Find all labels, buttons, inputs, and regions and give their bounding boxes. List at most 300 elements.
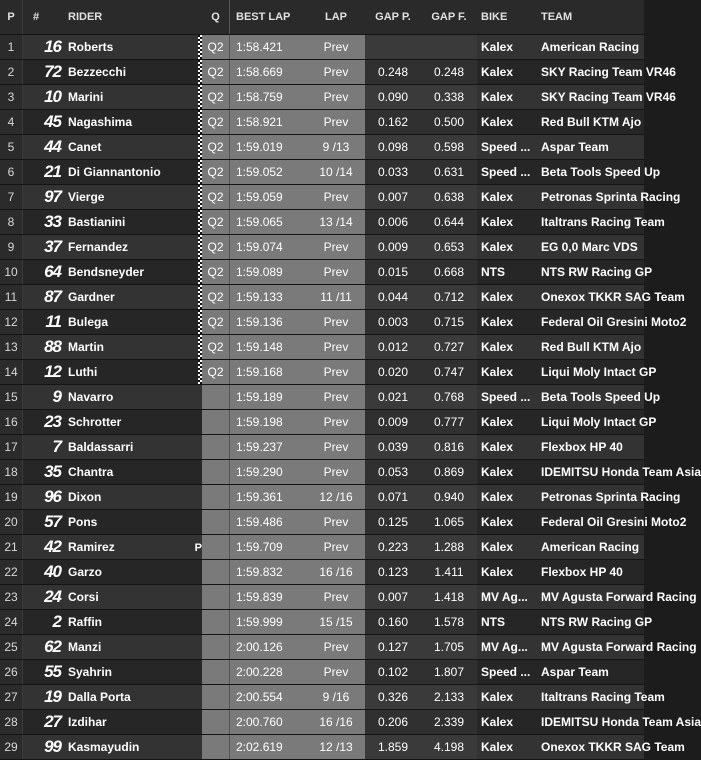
position-cell: 22 xyxy=(0,560,23,585)
header-bike[interactable]: BIKE xyxy=(477,0,536,35)
team-name: Red Bull KTM Ajo xyxy=(536,335,644,360)
team-name: Federal Oil Gresini Moto2 xyxy=(536,310,644,335)
bike-name: Kalex xyxy=(477,35,536,60)
best-lap-time: 1:59.361 xyxy=(230,485,308,510)
flag-cell xyxy=(194,635,202,660)
qualifying-group: Q2 xyxy=(202,335,230,360)
lap-count: Prev xyxy=(307,310,365,335)
table-row[interactable] xyxy=(0,485,644,510)
rider-number: 97 xyxy=(23,185,66,210)
bike-name: NTS xyxy=(477,610,536,635)
flag-cell xyxy=(194,660,202,685)
qualifying-group xyxy=(202,510,230,535)
best-lap-time: 2:00.760 xyxy=(230,710,308,735)
checkered-flag-icon xyxy=(198,60,202,84)
rider-name: Roberts xyxy=(65,35,194,60)
team-name: Flexbox HP 40 xyxy=(536,560,644,585)
gap-first: 0.638 xyxy=(421,185,477,210)
flag-cell xyxy=(194,35,202,60)
position-cell: 25 xyxy=(0,635,23,660)
bike-name: Speed ... xyxy=(477,160,536,185)
bike-name: Kalex xyxy=(477,235,536,260)
lap-count: Prev xyxy=(307,335,365,360)
best-lap-time: 1:59.999 xyxy=(230,610,308,635)
checkered-flag-icon xyxy=(198,35,202,59)
gap-first xyxy=(421,35,477,60)
qualifying-group: Q2 xyxy=(202,35,230,60)
position-cell: 15 xyxy=(0,385,23,410)
best-lap-time: 2:02.619 xyxy=(230,735,308,760)
bike-name: Kalex xyxy=(477,285,536,310)
rider-name: Garzo xyxy=(65,560,194,585)
lap-count: Prev xyxy=(307,585,365,610)
gap-previous: 0.033 xyxy=(365,160,421,185)
best-lap-time: 1:58.759 xyxy=(230,85,308,110)
best-lap-time: 1:59.052 xyxy=(230,160,308,185)
header-position[interactable]: P xyxy=(0,0,23,35)
table-row[interactable] xyxy=(0,60,644,85)
lap-count: Prev xyxy=(307,385,365,410)
position-cell: 17 xyxy=(0,435,23,460)
position-cell: 6 xyxy=(0,160,23,185)
rider-name: Gardner xyxy=(65,285,194,310)
best-lap-time: 2:00.228 xyxy=(230,660,308,685)
flag-cell xyxy=(194,385,202,410)
table-row[interactable] xyxy=(0,360,644,385)
table-row[interactable] xyxy=(0,635,644,660)
bike-name: Kalex xyxy=(477,510,536,535)
gap-previous: 0.123 xyxy=(365,560,421,585)
rider-name: Izdihar xyxy=(65,710,194,735)
rider-number: 45 xyxy=(23,110,66,135)
flag-cell xyxy=(194,510,202,535)
header-team[interactable]: TEAM xyxy=(536,0,644,35)
table-row[interactable] xyxy=(0,85,644,110)
rider-number: 40 xyxy=(23,560,66,585)
checkered-flag-icon xyxy=(198,210,202,234)
table-row[interactable] xyxy=(0,660,644,685)
team-name: Italtrans Racing Team xyxy=(536,210,644,235)
flag-cell xyxy=(194,610,202,635)
bike-name: Kalex xyxy=(477,210,536,235)
team-name: Petronas Sprinta Racing xyxy=(536,485,644,510)
rider-number: 23 xyxy=(23,410,66,435)
gap-previous: 0.020 xyxy=(365,360,421,385)
rider-number: 7 xyxy=(23,435,66,460)
rider-number: 27 xyxy=(23,710,66,735)
position-cell: 3 xyxy=(0,85,23,110)
table-row[interactable] xyxy=(0,560,644,585)
team-name: EG 0,0 Marc VDS xyxy=(536,235,644,260)
gap-first: 1.065 xyxy=(421,510,477,535)
qualifying-group xyxy=(202,410,230,435)
header-flag xyxy=(194,0,202,35)
gap-previous: 0.248 xyxy=(365,60,421,85)
qualifying-group: Q2 xyxy=(202,185,230,210)
flag-cell xyxy=(194,685,202,710)
gap-first: 0.653 xyxy=(421,235,477,260)
best-lap-time: 1:59.019 xyxy=(230,135,308,160)
gap-previous: 0.206 xyxy=(365,710,421,735)
team-name: Italtrans Racing Team xyxy=(536,685,644,710)
rider-name: Chantra xyxy=(65,460,194,485)
table-row[interactable] xyxy=(0,235,644,260)
position-cell: 26 xyxy=(0,660,23,685)
gap-previous: 0.021 xyxy=(365,385,421,410)
table-row[interactable] xyxy=(0,310,644,335)
gap-previous: 0.326 xyxy=(365,685,421,710)
rider-number: 16 xyxy=(23,35,66,60)
lap-count: 12 /16 xyxy=(307,485,365,510)
gap-first: 0.338 xyxy=(421,85,477,110)
rider-name: Manzi xyxy=(65,635,194,660)
header-gap-p[interactable]: GAP P. xyxy=(365,0,421,35)
gap-previous: 0.007 xyxy=(365,585,421,610)
lap-count: Prev xyxy=(307,660,365,685)
lap-count: 9 /16 xyxy=(307,685,365,710)
flag-cell xyxy=(194,110,202,135)
bike-name: Kalex xyxy=(477,710,536,735)
best-lap-time: 1:59.290 xyxy=(230,460,308,485)
table-row[interactable] xyxy=(0,585,644,610)
rider-name: Navarro xyxy=(65,385,194,410)
qualifying-group: Q2 xyxy=(202,110,230,135)
gap-first: 1.578 xyxy=(421,610,477,635)
position-cell: 16 xyxy=(0,410,23,435)
flag-cell xyxy=(194,410,202,435)
lap-count: 15 /15 xyxy=(307,610,365,635)
table-row[interactable] xyxy=(0,135,644,160)
gap-first: 2.339 xyxy=(421,710,477,735)
best-lap-time: 1:59.089 xyxy=(230,260,308,285)
best-lap-time: 1:58.669 xyxy=(230,60,308,85)
checkered-flag-icon xyxy=(198,160,202,184)
lap-count: Prev xyxy=(307,635,365,660)
lap-count: Prev xyxy=(307,460,365,485)
table-row[interactable] xyxy=(0,710,644,735)
gap-first: 0.631 xyxy=(421,160,477,185)
gap-previous: 0.102 xyxy=(365,660,421,685)
lap-count: Prev xyxy=(307,435,365,460)
rider-number: 64 xyxy=(23,260,66,285)
rider-name: Di Giannantonio xyxy=(65,160,194,185)
checkered-flag-icon xyxy=(198,360,202,384)
rider-name: Kasmayudin xyxy=(65,735,194,760)
gap-previous: 0.127 xyxy=(365,635,421,660)
team-name: Aspar Team xyxy=(536,135,644,160)
header-rider[interactable]: RIDER xyxy=(65,0,194,35)
position-cell: 11 xyxy=(0,285,23,310)
position-cell: 10 xyxy=(0,260,23,285)
table-row[interactable] xyxy=(0,510,644,535)
rider-name: Dalla Porta xyxy=(65,685,194,710)
qualifying-group xyxy=(202,485,230,510)
rider-name: Marini xyxy=(65,85,194,110)
flag-cell xyxy=(194,285,202,310)
gap-previous: 0.090 xyxy=(365,85,421,110)
gap-previous: 0.007 xyxy=(365,185,421,210)
position-cell: 2 xyxy=(0,60,23,85)
qualifying-group xyxy=(202,710,230,735)
table-row[interactable] xyxy=(0,385,644,410)
flag-cell xyxy=(194,560,202,585)
rider-number: 72 xyxy=(23,60,66,85)
rider-name: Nagashima xyxy=(65,110,194,135)
gap-first: 1.705 xyxy=(421,635,477,660)
team-name: Red Bull KTM Ajo xyxy=(536,110,644,135)
rider-name: Ramirez xyxy=(65,535,194,560)
lap-count: Prev xyxy=(307,410,365,435)
rider-name: Baldassarri xyxy=(65,435,194,460)
best-lap-time: 1:59.709 xyxy=(230,535,308,560)
flag-cell xyxy=(194,735,202,760)
gap-previous: 0.039 xyxy=(365,435,421,460)
team-name: Onexox TKKR SAG Team xyxy=(536,735,644,760)
bike-name: NTS xyxy=(477,260,536,285)
checkered-flag-icon xyxy=(198,135,202,159)
qualifying-group: Q2 xyxy=(202,60,230,85)
position-cell: 9 xyxy=(0,235,23,260)
gap-previous xyxy=(365,35,421,60)
checkered-flag-icon xyxy=(198,310,202,334)
rider-number: 24 xyxy=(23,585,66,610)
rider-name: Canet xyxy=(65,135,194,160)
qualifying-group: Q2 xyxy=(202,260,230,285)
team-name: Beta Tools Speed Up xyxy=(536,385,644,410)
lap-count: Prev xyxy=(307,510,365,535)
header-best-lap[interactable]: BEST LAP xyxy=(230,0,308,35)
checkered-flag-icon xyxy=(198,185,202,209)
qualifying-group xyxy=(202,560,230,585)
rider-number: 44 xyxy=(23,135,66,160)
lap-count: Prev xyxy=(307,35,365,60)
table-row[interactable] xyxy=(0,160,644,185)
qualifying-group xyxy=(202,735,230,760)
rider-number: 33 xyxy=(23,210,66,235)
position-cell: 29 xyxy=(0,735,23,760)
gap-first: 0.940 xyxy=(421,485,477,510)
rider-number: 99 xyxy=(23,735,66,760)
lap-count: Prev xyxy=(307,110,365,135)
rider-name: Raffin xyxy=(65,610,194,635)
rider-number: 87 xyxy=(23,285,66,310)
best-lap-time: 1:59.136 xyxy=(230,310,308,335)
bike-name: Kalex xyxy=(477,185,536,210)
bike-name: Kalex xyxy=(477,535,536,560)
table-row[interactable] xyxy=(0,210,644,235)
gap-previous: 0.053 xyxy=(365,460,421,485)
team-name: Flexbox HP 40 xyxy=(536,435,644,460)
bike-name: Kalex xyxy=(477,335,536,360)
bike-name: Kalex xyxy=(477,85,536,110)
table-row[interactable] xyxy=(0,535,644,560)
lap-count: Prev xyxy=(307,535,365,560)
flag-cell xyxy=(194,260,202,285)
flag-cell xyxy=(194,485,202,510)
gap-first: 0.727 xyxy=(421,335,477,360)
rider-name: Pons xyxy=(65,510,194,535)
position-cell: 7 xyxy=(0,185,23,210)
table-row[interactable] xyxy=(0,685,644,710)
table-row[interactable] xyxy=(0,110,644,135)
rider-name: Fernandez xyxy=(65,235,194,260)
rider-number: 10 xyxy=(23,85,66,110)
rider-number: 35 xyxy=(23,460,66,485)
position-cell: 23 xyxy=(0,585,23,610)
rider-name: Schrotter xyxy=(65,410,194,435)
best-lap-time: 1:59.074 xyxy=(230,235,308,260)
position-cell: 1 xyxy=(0,35,23,60)
qualifying-group xyxy=(202,385,230,410)
qualifying-group: Q2 xyxy=(202,135,230,160)
bike-name: Speed ... xyxy=(477,135,536,160)
table-row[interactable] xyxy=(0,335,644,360)
table-row[interactable] xyxy=(0,435,644,460)
team-name: NTS RW Racing GP xyxy=(536,260,644,285)
header-number[interactable]: # xyxy=(23,0,66,35)
lap-count: 11 /11 xyxy=(307,285,365,310)
flag-cell xyxy=(194,585,202,610)
pit-marker: P xyxy=(194,542,202,554)
gap-previous: 0.003 xyxy=(365,310,421,335)
position-cell: 4 xyxy=(0,110,23,135)
table-row[interactable] xyxy=(0,260,644,285)
team-name: Liqui Moly Intact GP xyxy=(536,410,644,435)
bike-name: Kalex xyxy=(477,735,536,760)
bike-name: Speed ... xyxy=(477,385,536,410)
lap-count: Prev xyxy=(307,260,365,285)
rider-number: 12 xyxy=(23,360,66,385)
gap-previous: 0.006 xyxy=(365,210,421,235)
gap-first: 0.747 xyxy=(421,360,477,385)
rider-name: Syahrin xyxy=(65,660,194,685)
position-cell: 18 xyxy=(0,460,23,485)
rider-number: 57 xyxy=(23,510,66,535)
bike-name: Kalex xyxy=(477,685,536,710)
position-cell: 12 xyxy=(0,310,23,335)
bike-name: Speed ... xyxy=(477,660,536,685)
best-lap-time: 1:59.237 xyxy=(230,435,308,460)
gap-previous: 0.125 xyxy=(365,510,421,535)
qualifying-group xyxy=(202,685,230,710)
header-gap-f[interactable]: GAP F. xyxy=(421,0,477,35)
table-row[interactable] xyxy=(0,735,644,760)
gap-previous: 0.012 xyxy=(365,335,421,360)
lap-count: 16 /16 xyxy=(307,560,365,585)
position-cell: 28 xyxy=(0,710,23,735)
lap-count: Prev xyxy=(307,60,365,85)
gap-previous: 0.071 xyxy=(365,485,421,510)
gap-previous: 0.162 xyxy=(365,110,421,135)
position-cell: 27 xyxy=(0,685,23,710)
qualifying-group: Q2 xyxy=(202,160,230,185)
gap-previous: 0.009 xyxy=(365,410,421,435)
qualifying-group: Q2 xyxy=(202,210,230,235)
bike-name: MV Ag... xyxy=(477,635,536,660)
best-lap-time: 1:59.133 xyxy=(230,285,308,310)
qualifying-group: Q2 xyxy=(202,85,230,110)
lap-count: 13 /14 xyxy=(307,210,365,235)
lap-count: Prev xyxy=(307,360,365,385)
best-lap-time: 1:58.421 xyxy=(230,35,308,60)
table-row[interactable] xyxy=(0,410,644,435)
lap-count: Prev xyxy=(307,235,365,260)
gap-first: 0.712 xyxy=(421,285,477,310)
position-cell: 8 xyxy=(0,210,23,235)
bike-name: Kalex xyxy=(477,60,536,85)
team-name: Beta Tools Speed Up xyxy=(536,160,644,185)
gap-first: 0.248 xyxy=(421,60,477,85)
flag-cell xyxy=(194,435,202,460)
team-name: MV Agusta Forward Racing xyxy=(536,635,644,660)
best-lap-time: 2:00.126 xyxy=(230,635,308,660)
bike-name: Kalex xyxy=(477,310,536,335)
gap-first: 0.644 xyxy=(421,210,477,235)
rider-number: 2 xyxy=(23,610,66,635)
rider-number: 62 xyxy=(23,635,66,660)
table-row[interactable] xyxy=(0,610,644,635)
rider-name: Vierge xyxy=(65,185,194,210)
table-row[interactable] xyxy=(0,185,644,210)
flag-cell xyxy=(194,335,202,360)
best-lap-time: 1:59.059 xyxy=(230,185,308,210)
gap-first: 0.777 xyxy=(421,410,477,435)
header-q[interactable]: Q xyxy=(202,0,230,35)
team-name: American Racing xyxy=(536,35,644,60)
rider-name: Martin xyxy=(65,335,194,360)
table-row[interactable] xyxy=(0,285,644,310)
gap-previous: 0.160 xyxy=(365,610,421,635)
best-lap-time: 1:59.168 xyxy=(230,360,308,385)
team-name: SKY Racing Team VR46 xyxy=(536,60,644,85)
rider-number: 37 xyxy=(23,235,66,260)
gap-first: 0.500 xyxy=(421,110,477,135)
rider-number: 55 xyxy=(23,660,66,685)
qualifying-group xyxy=(202,435,230,460)
lap-count: 9 /13 xyxy=(307,135,365,160)
flag-cell xyxy=(194,310,202,335)
gap-first: 2.133 xyxy=(421,685,477,710)
lap-count: 12 /13 xyxy=(307,735,365,760)
header-lap[interactable]: LAP xyxy=(307,0,365,35)
gap-first: 0.598 xyxy=(421,135,477,160)
gap-first: 0.768 xyxy=(421,385,477,410)
lap-count: 16 /16 xyxy=(307,710,365,735)
team-name: SKY Racing Team VR46 xyxy=(536,85,644,110)
gap-previous: 0.009 xyxy=(365,235,421,260)
bike-name: Kalex xyxy=(477,460,536,485)
rider-number: 11 xyxy=(23,310,66,335)
team-name: Liqui Moly Intact GP xyxy=(536,360,644,385)
gap-first: 1.418 xyxy=(421,585,477,610)
position-cell: 14 xyxy=(0,360,23,385)
flag-cell xyxy=(194,210,202,235)
team-name: Petronas Sprinta Racing xyxy=(536,185,644,210)
bike-name: MV Ag... xyxy=(477,585,536,610)
team-name: Federal Oil Gresini Moto2 xyxy=(536,510,644,535)
bike-name: Kalex xyxy=(477,360,536,385)
table-row[interactable] xyxy=(0,35,644,60)
bike-name: Kalex xyxy=(477,110,536,135)
flag-cell xyxy=(194,710,202,735)
flag-cell xyxy=(194,185,202,210)
checkered-flag-icon xyxy=(198,85,202,109)
bike-name: Kalex xyxy=(477,560,536,585)
table-row[interactable] xyxy=(0,460,644,485)
lap-count: 10 /14 xyxy=(307,160,365,185)
gap-first: 1.807 xyxy=(421,660,477,685)
best-lap-time: 1:59.832 xyxy=(230,560,308,585)
